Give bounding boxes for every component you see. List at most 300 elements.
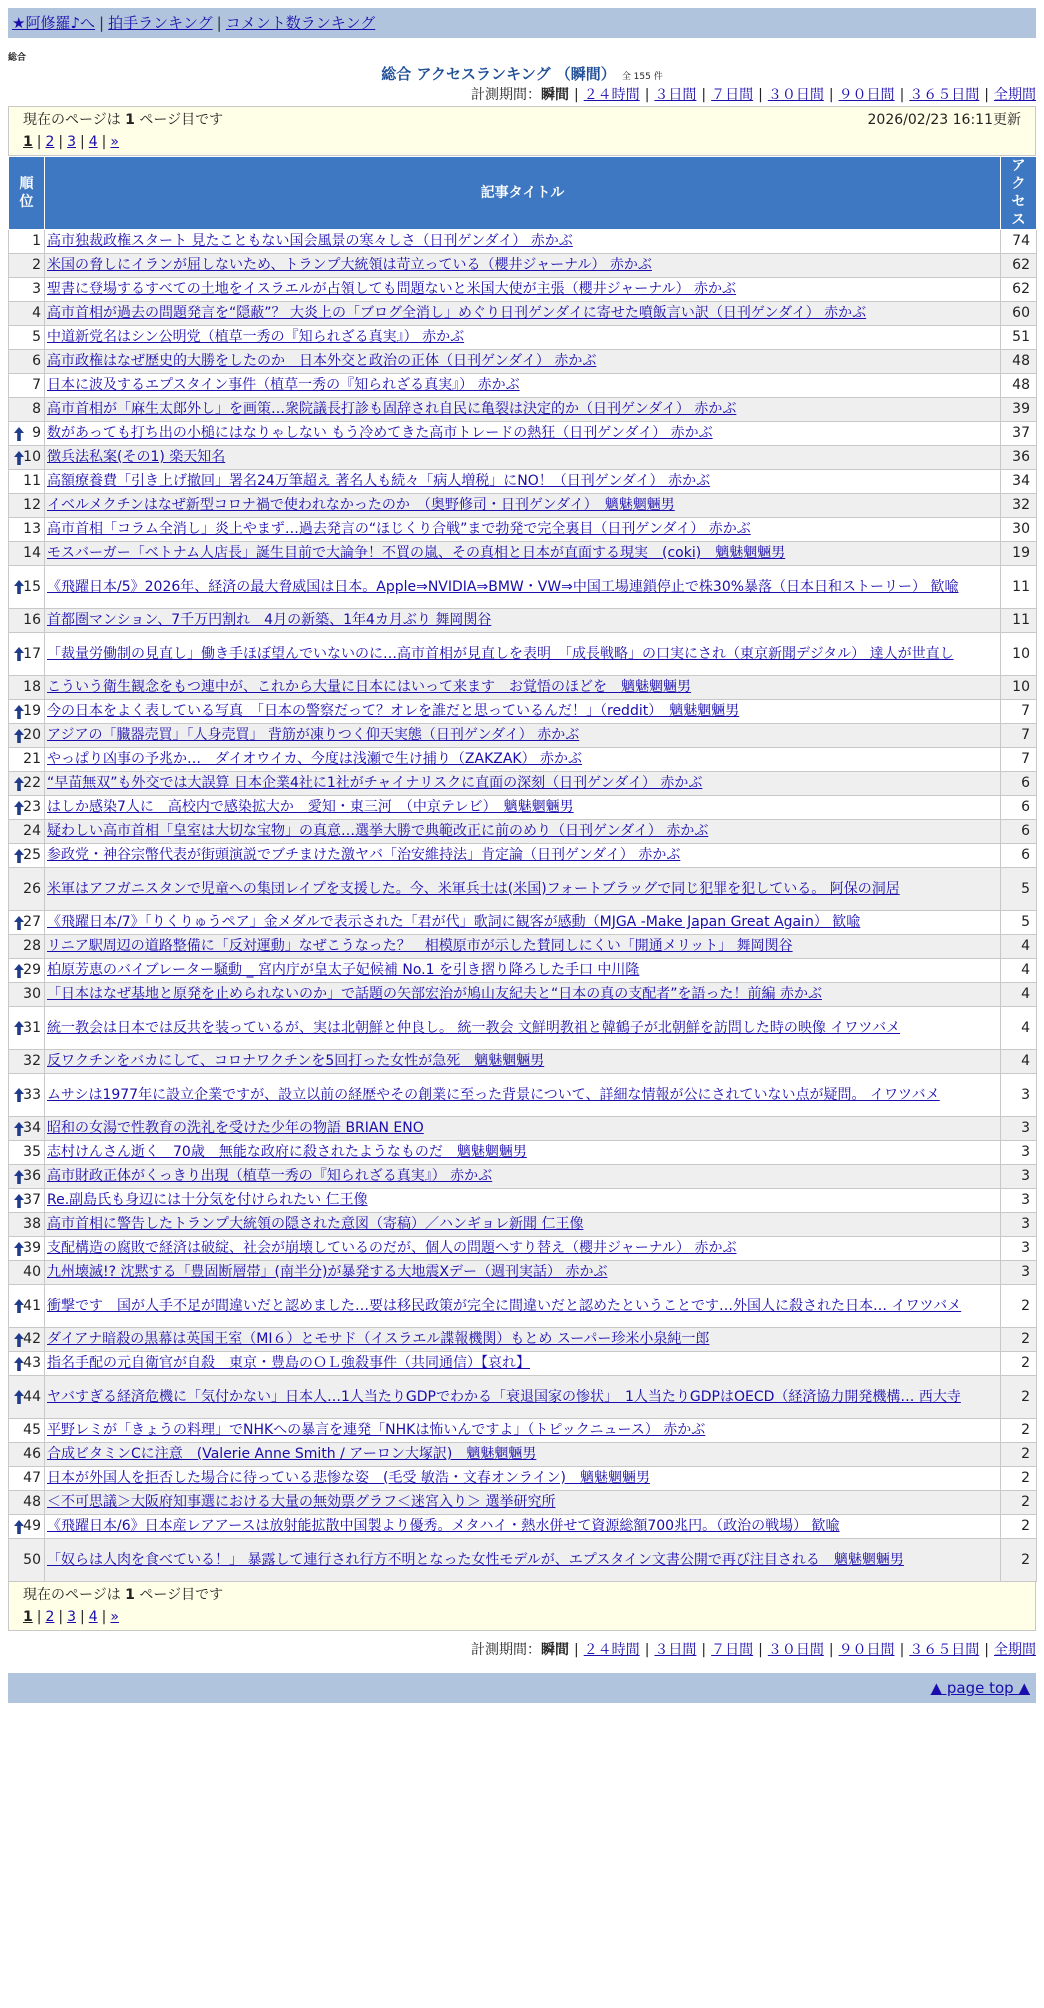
table-row xyxy=(9,1539,1037,1582)
title-cell xyxy=(45,254,1001,278)
rank-number: 26 xyxy=(23,880,41,897)
article-link[interactable]: Re.副島氏も身辺には十分気を付けられたい 仁王像 xyxy=(47,1192,368,1208)
article-link[interactable]: 高市首相が過去の問題発言を“隠蔽”？ 大炎上の「ブログ全消し」めぐり日刊ゲンダイに寄せた噴飯言い訳（日刊ゲンダイ） 赤かぶ xyxy=(47,305,867,321)
total-count: 全 155 件 xyxy=(621,72,663,82)
article-link[interactable]: 昭和の女湯で性教育の洗礼を受けた少年の物語 BRIAN ENO xyxy=(47,1120,424,1136)
rank-cell xyxy=(9,1189,45,1213)
article-link[interactable]: 合成ビタミンCに注意 (Valerie Anne Smith / アーロン大塚訳) 魑魅魍魎男 xyxy=(47,1446,537,1462)
title-cell xyxy=(45,374,1001,398)
title-cell xyxy=(45,796,1001,820)
article-link[interactable]: 徴兵法私案(その1) 楽天知名 xyxy=(47,449,226,465)
article-link[interactable]: 聖書に登場するすべての土地をイスラエルが占領しても問題ないと米国大使が主張（櫻井ジャーナル） 赤かぶ xyxy=(47,281,737,297)
table-row xyxy=(9,1117,1037,1141)
page-separator: | xyxy=(58,134,64,150)
table-row xyxy=(9,1467,1037,1491)
page-links xyxy=(23,1606,1021,1628)
period-separator: | xyxy=(573,1642,579,1658)
period-link[interactable]: ３６５日間 xyxy=(909,87,980,103)
period-current: 瞬間 xyxy=(540,1642,569,1658)
period-separator: | xyxy=(828,87,834,103)
rank-number: 40 xyxy=(23,1264,41,1280)
article-link[interactable]: 高市政権はなぜ歴史的大勝をしたのか 日本外交と政治の正体（日刊ゲンダイ） 赤かぶ xyxy=(47,353,597,369)
period-separator: | xyxy=(758,1642,763,1658)
table-row xyxy=(9,446,1037,470)
rank-cell xyxy=(9,398,45,422)
article-link[interactable]: 反ワクチンをバカにして、コロナワクチンを5回打った女性が急死 魑魅魍魎男 xyxy=(47,1053,545,1069)
article-link[interactable]: イベルメクチンはなぜ新型コロナ禍で使われなかったのか （奥野修司・日刊ゲンダイ） 魑魅魍魎男 xyxy=(47,497,675,513)
article-link[interactable]: 米国の脅しにイランが屈しないため、トランプ大統領は苛立っている（櫻井ジャーナル） 赤かぶ xyxy=(47,257,652,273)
period-link[interactable]: ３日間 xyxy=(654,87,697,103)
rank-number: 49 xyxy=(23,1518,41,1534)
access-count: 39 xyxy=(1001,398,1037,422)
article-link[interactable]: ムサシは1977年に設立企業ですが、設立以前の経歴やその創業に至った背景について、詳細な情報が公にされていない点が疑問。 イワツバメ xyxy=(47,1086,940,1103)
article-link[interactable]: はしか感染7人に 高校内で感染拡大か 愛知・東三河 （中京テレビ） 魑魅魍魎男 xyxy=(47,799,574,815)
access-count: 6 xyxy=(1001,820,1037,844)
period-link[interactable]: ３日間 xyxy=(654,1642,697,1658)
title-cell xyxy=(45,350,1001,374)
article-link[interactable]: 高市首相に警告したトランプ大統領の隠された意図（寄稿）／ハンギョレ新聞 仁王像 xyxy=(47,1216,584,1232)
rank-cell xyxy=(9,1165,45,1189)
rank-cell xyxy=(9,1050,45,1074)
table-row xyxy=(9,1189,1037,1213)
up-arrow-icon xyxy=(14,1194,24,1208)
article-link[interactable]: 《飛躍日本/6》日本産レアアースは放射能拡散中国製より優秀。メタハイ・熱水併せて資源総額700兆円。（政治の戦場） 歓喩 xyxy=(47,1518,840,1534)
article-link[interactable]: 高市首相「コラム全消し」炎上やまず…過去発言の“ほじくり合戦”まで勃発で完全裏目（日刊ゲンダイ） 赤かぶ xyxy=(47,521,751,537)
rank-cell xyxy=(9,230,45,254)
rank-cell xyxy=(9,1328,45,1352)
article-link[interactable]: 首都圏マンション、7千万円割れ 4月の新築、1年4カ月ぶり 舞岡関谷 xyxy=(47,612,492,628)
rank-number: 1 xyxy=(32,233,41,249)
rank-number: 29 xyxy=(23,962,41,978)
up-arrow-icon xyxy=(14,916,24,930)
period-link[interactable]: 全期間 xyxy=(994,1642,1036,1658)
period-link[interactable]: ３０日間 xyxy=(767,1642,824,1658)
period-link[interactable]: ７日間 xyxy=(711,1642,754,1658)
article-link[interactable]: やっぱり凶事の予兆か… ダイオウイカ、今度は浅瀬で生け捕り（ZAKZAK） 赤かぶ xyxy=(47,751,583,767)
article-link[interactable]: 日本に波及するエプスタイン事件（植草一秀の『知られざる真実』） 赤かぶ xyxy=(47,377,520,393)
table-row xyxy=(9,1213,1037,1237)
access-count: 48 xyxy=(1001,350,1037,374)
clap-ranking-link[interactable]: 拍手ランキング xyxy=(108,14,213,32)
title-cell xyxy=(45,446,1001,470)
page-title: 総合 アクセスランキング （瞬間） xyxy=(381,65,616,83)
page-link[interactable]: 3 xyxy=(67,1609,77,1625)
rank-number: 23 xyxy=(23,799,41,815)
access-count: 6 xyxy=(1001,796,1037,820)
article-link[interactable]: 《飛躍日本/5》2026年、経済の最大脅威国は日本。Apple⇒NVIDIA⇒BMW・VW⇒中国工場連鎖停止で株30%暴落（日本日和ストーリー） 歓喩 xyxy=(47,578,959,595)
rank-cell xyxy=(9,446,45,470)
period-link[interactable]: ９０日間 xyxy=(838,87,895,103)
title-cell xyxy=(45,1213,1001,1237)
next-page-link[interactable]: » xyxy=(110,134,119,150)
top-nav-bar xyxy=(8,8,1036,38)
article-link[interactable]: 今の日本をよく表している写真 「日本の警察だって？オレを誰だと思っているんだ！」（reddit） 魑魅魍魎男 xyxy=(47,703,740,719)
period-separator: | xyxy=(828,1642,834,1658)
article-link[interactable]: ヤバすぎる経済危機に「気付かない」日本人…1人当たりGDPでわかる「衰退国家の惨状」 1人当たりGDPはOECD（経済協力開発機構… 西大寺 xyxy=(47,1388,961,1405)
rank-number: 45 xyxy=(23,1422,41,1438)
rank-cell xyxy=(9,748,45,772)
page-separator: | xyxy=(36,1609,42,1625)
table-row xyxy=(9,1515,1037,1539)
table-row xyxy=(9,1141,1037,1165)
comment-ranking-link[interactable]: コメント数ランキング xyxy=(225,14,376,32)
access-count: 3 xyxy=(1001,1165,1037,1189)
rank-cell xyxy=(9,302,45,326)
table-row xyxy=(9,1074,1037,1117)
period-link[interactable]: ３０日間 xyxy=(767,87,824,103)
period-selector-top xyxy=(8,84,1036,106)
rank-number: 15 xyxy=(23,578,41,595)
article-link[interactable]: 高額療養費「引き上げ撤回」署名24万筆超え 著名人も続々「病人増税」にNO！（日刊ゲンダイ） 赤かぶ xyxy=(47,473,711,489)
rank-cell xyxy=(9,374,45,398)
page-link[interactable]: 2 xyxy=(45,134,55,150)
title-cell xyxy=(45,1074,1001,1117)
article-link[interactable]: “早苗無双”も外交では大誤算 日本企業4社に1社がチャイナリスクに直面の深刻（日刊ゲンダイ） 赤かぶ xyxy=(47,775,703,791)
table-row xyxy=(9,254,1037,278)
title-cell xyxy=(45,566,1001,609)
period-link[interactable]: ３６５日間 xyxy=(909,1642,980,1658)
table-row xyxy=(9,1237,1037,1261)
page-wrapper xyxy=(8,8,1036,1703)
access-count: 2 xyxy=(1001,1515,1037,1539)
access-count: 7 xyxy=(1001,724,1037,748)
up-arrow-icon xyxy=(14,1390,24,1404)
access-count: 3 xyxy=(1001,1117,1037,1141)
article-link[interactable]: 《飛躍日本/7》「りくりゅうペア」金メダルで表示された「君が代」歌詞に観客が感動（MJGA -Make Japan Great Again） 歓喩 xyxy=(47,914,861,930)
rank-cell xyxy=(9,959,45,983)
rank-number: 37 xyxy=(23,1192,41,1208)
page-link[interactable]: 3 xyxy=(67,134,77,150)
access-count: 2 xyxy=(1001,1443,1037,1467)
period-link[interactable]: ２４時間 xyxy=(583,87,640,103)
table-row xyxy=(9,1352,1037,1376)
access-count: 4 xyxy=(1001,935,1037,959)
table-row xyxy=(9,374,1037,398)
rank-number: 42 xyxy=(23,1331,41,1347)
up-arrow-icon xyxy=(14,777,24,791)
page-links xyxy=(23,131,1021,153)
rank-number: 35 xyxy=(23,1144,41,1160)
rank-number: 36 xyxy=(23,1168,41,1184)
rank-cell xyxy=(9,542,45,566)
title-cell xyxy=(45,676,1001,700)
title-cell xyxy=(45,1491,1001,1515)
access-count: 7 xyxy=(1001,748,1037,772)
table-row xyxy=(9,935,1037,959)
rank-cell xyxy=(9,796,45,820)
access-count: 48 xyxy=(1001,374,1037,398)
article-link[interactable]: 参政党・神谷宗幣代表が街頭演説でブチまけた激ヤバ「治安維持法」肯定論（日刊ゲンダイ） 赤かぶ xyxy=(47,847,681,863)
home-link[interactable]: ★阿修羅♪へ xyxy=(12,14,96,32)
title-cell xyxy=(45,1007,1001,1050)
access-count: 10 xyxy=(1001,633,1037,676)
period-separator: | xyxy=(758,87,763,103)
rank-cell xyxy=(9,470,45,494)
article-link[interactable]: アジアの「臓器売買」「人身売買」 背筋が凍りつく仰天実態（日刊ゲンダイ） 赤かぶ xyxy=(47,727,580,743)
period-link[interactable]: ２４時間 xyxy=(583,1642,640,1658)
access-count: 3 xyxy=(1001,1074,1037,1117)
current-page-text: 現在のページは 1 ページ目です xyxy=(23,1587,224,1603)
rank-cell xyxy=(9,566,45,609)
access-column-header: アクセス xyxy=(1001,157,1037,230)
title-cell xyxy=(45,1237,1001,1261)
table-row xyxy=(9,470,1037,494)
up-arrow-icon xyxy=(14,1122,24,1136)
title-column-header: 記事タイトル xyxy=(45,157,1001,230)
access-count: 4 xyxy=(1001,983,1037,1007)
article-link[interactable]: 高市財政正体がくっきり出現（植草一秀の『知られざる真実』） 赤かぶ xyxy=(47,1168,493,1184)
rank-cell xyxy=(9,494,45,518)
table-row xyxy=(9,1007,1037,1050)
article-link[interactable]: 疑わしい高市首相「皇室は大切な宝物」の真意…選挙大勝で典範改正に前のめり（日刊ゲンダイ） 赤かぶ xyxy=(47,823,709,839)
title-cell xyxy=(45,470,1001,494)
rank-cell xyxy=(9,1443,45,1467)
title-cell xyxy=(45,1443,1001,1467)
title-cell xyxy=(45,326,1001,350)
up-arrow-icon xyxy=(14,647,24,661)
rank-number: 32 xyxy=(23,1053,41,1069)
rank-number: 18 xyxy=(23,679,41,695)
title-cell xyxy=(45,278,1001,302)
up-arrow-icon xyxy=(14,1088,24,1102)
article-link[interactable]: 高市首相が「麻生太郎外し」を画策…衆院議長打診も固辞され自民に亀裂は決定的か（日刊ゲンダイ） 赤かぶ xyxy=(47,401,737,417)
rank-number: 38 xyxy=(23,1216,41,1232)
title-cell xyxy=(45,633,1001,676)
article-link[interactable]: 日本が外国人を拒否した場合に待っている悲惨な姿 (毛受 敏浩・文春オンライン) 魑魅魍魎男 xyxy=(47,1470,650,1486)
access-count: 34 xyxy=(1001,470,1037,494)
rank-number: 22 xyxy=(23,775,41,791)
table-row xyxy=(9,1328,1037,1352)
rank-number: 31 xyxy=(23,1019,41,1036)
title-cell xyxy=(45,844,1001,868)
title-cell xyxy=(45,748,1001,772)
table-row xyxy=(9,676,1037,700)
table-row xyxy=(9,1419,1037,1443)
table-row xyxy=(9,230,1037,254)
access-count: 62 xyxy=(1001,254,1037,278)
period-label: 計測期間： xyxy=(470,87,541,103)
title-cell xyxy=(45,959,1001,983)
table-row xyxy=(9,1443,1037,1467)
title-cell xyxy=(45,1515,1001,1539)
access-count: 2 xyxy=(1001,1285,1037,1328)
next-page-link[interactable]: » xyxy=(110,1609,119,1625)
category-label: 総合 xyxy=(8,53,27,63)
access-count: 19 xyxy=(1001,542,1037,566)
page-separator: | xyxy=(101,134,107,150)
rank-cell xyxy=(9,700,45,724)
table-row xyxy=(9,350,1037,374)
period-link[interactable]: 全期間 xyxy=(994,87,1036,103)
article-link[interactable]: 九州壊滅!? 沈黙する「豊固断層帯」(南半分)が暴発する大地震Xデー（週刊実話） 赤かぶ xyxy=(47,1264,608,1280)
rank-cell xyxy=(9,724,45,748)
title-cell xyxy=(45,1352,1001,1376)
article-link[interactable]: 統一教会は日本では反共を装っているが、実は北朝鮮と仲良し。 統一教会 文鮮明教祖と韓鶴子が北朝鮮を訪問した時の映像 イワツバメ xyxy=(47,1019,901,1036)
rank-number: 16 xyxy=(23,612,41,628)
title-cell xyxy=(45,518,1001,542)
period-separator: | xyxy=(899,1642,905,1658)
access-count: 74 xyxy=(1001,230,1037,254)
period-current: 瞬間 xyxy=(540,87,569,103)
access-count: 2 xyxy=(1001,1491,1037,1515)
title-cell xyxy=(45,1467,1001,1491)
rank-cell xyxy=(9,518,45,542)
access-count: 4 xyxy=(1001,1050,1037,1074)
up-arrow-icon xyxy=(14,705,24,719)
rank-cell xyxy=(9,422,45,446)
access-count: 2 xyxy=(1001,1352,1037,1376)
table-row xyxy=(9,566,1037,609)
article-link[interactable]: 「裁量労働制の見直し」働き手ほぼ望んでいないのに…高市首相が見直しを表明 「成長戦略」の口実にされ（東京新聞デジタル） 達人が世直し xyxy=(47,645,954,662)
nav-separator: | xyxy=(216,14,222,32)
rank-number: 14 xyxy=(23,545,41,561)
rank-number: 43 xyxy=(23,1355,41,1371)
page-link[interactable]: 2 xyxy=(45,1609,55,1625)
title-cell xyxy=(45,542,1001,566)
title-cell xyxy=(45,302,1001,326)
rank-column-header: 順位 xyxy=(9,157,45,230)
table-row xyxy=(9,1285,1037,1328)
access-count: 2 xyxy=(1001,1467,1037,1491)
table-row xyxy=(9,494,1037,518)
page-link[interactable]: 4 xyxy=(88,1609,98,1625)
article-link[interactable]: ダイアナ暗殺の黒幕は英国王室（MI６）とモサド（イスラエル諜報機関）もとめ スーパー珍米小泉純一郎 xyxy=(47,1331,710,1347)
access-count: 3 xyxy=(1001,1213,1037,1237)
access-count: 51 xyxy=(1001,326,1037,350)
rank-number: 3 xyxy=(32,281,41,297)
title-cell xyxy=(45,398,1001,422)
title-cell xyxy=(45,1376,1001,1419)
period-separator: | xyxy=(573,87,579,103)
rank-cell xyxy=(9,609,45,633)
title-cell xyxy=(45,772,1001,796)
rank-number: 30 xyxy=(23,986,41,1002)
up-arrow-icon xyxy=(14,1021,24,1035)
up-arrow-icon xyxy=(14,849,24,863)
page-link[interactable]: 4 xyxy=(88,134,98,150)
rank-cell xyxy=(9,676,45,700)
ranking-title xyxy=(8,64,1036,84)
rank-number: 24 xyxy=(23,823,41,839)
period-link[interactable]: ９０日間 xyxy=(838,1642,895,1658)
updated-timestamp: 2026/02/23 16:11更新 xyxy=(867,112,1021,128)
title-cell xyxy=(45,1261,1001,1285)
article-link[interactable]: リニア駅周辺の道路整備に「反対運動」なぜこうなった？ 相模原市が示した賛同しにくい「開通メリット」 舞岡関谷 xyxy=(47,938,793,954)
access-count: 11 xyxy=(1001,609,1037,633)
rank-number: 19 xyxy=(23,703,41,719)
rank-number: 48 xyxy=(23,1494,41,1510)
rank-number: 39 xyxy=(23,1240,41,1256)
title-cell xyxy=(45,820,1001,844)
title-cell xyxy=(45,983,1001,1007)
access-count: 4 xyxy=(1001,959,1037,983)
rank-number: 11 xyxy=(23,473,41,489)
article-link[interactable]: 「奴らは人肉を食べている！」 暴露して連行され行方不明となった女性モデルが、エプスタイン文書公開で再び注目される 魑魅魍魎男 xyxy=(47,1551,904,1568)
title-cell xyxy=(45,1285,1001,1328)
table-row xyxy=(9,398,1037,422)
table-row xyxy=(9,1491,1037,1515)
table-row xyxy=(9,1261,1037,1285)
article-link[interactable]: こういう衛生観念をもつ連中が、これから大量に日本にはいって来ます お覚悟のほどを 魑魅魍魎男 xyxy=(47,679,691,695)
article-link[interactable]: 志村けんさん逝く 70歳 無能な政府に殺されたようなものだ 魑魅魍魎男 xyxy=(47,1144,527,1160)
period-separator: | xyxy=(899,87,905,103)
rank-number: 34 xyxy=(23,1120,41,1136)
rank-number: 2 xyxy=(32,257,41,273)
title-cell xyxy=(45,724,1001,748)
access-count: 2 xyxy=(1001,1328,1037,1352)
table-row xyxy=(9,700,1037,724)
access-count: 3 xyxy=(1001,1141,1037,1165)
article-link[interactable]: 数があっても打ち出の小槌にはなりゃしない もう冷めてきた高市トレードの熱狂（日刊ゲンダイ） 赤かぶ xyxy=(47,425,713,441)
access-count: 37 xyxy=(1001,422,1037,446)
article-link[interactable]: 米軍はアフガニスタンで児童への集団レイプを支援した。今、米軍兵士は(米国)フォートブラッグで同じ犯罪を犯している。 阿保の洞居 xyxy=(47,880,900,897)
access-count: 60 xyxy=(1001,302,1037,326)
access-count: 30 xyxy=(1001,518,1037,542)
rank-number: 10 xyxy=(23,449,41,465)
article-link[interactable]: 「日本はなぜ基地と原発を止められないのか」で話題の矢部宏治が鳩山友紀夫と“日本の真の支配者”を語った！前編 赤かぶ xyxy=(47,986,822,1002)
article-link[interactable]: 柏原芳恵のバイブレーター騒動 _ 宮内庁が皇太子妃候補 No.1 を引き摺り降ろした手口 中川隆 xyxy=(47,962,640,978)
rank-number: 12 xyxy=(23,497,41,513)
up-arrow-icon xyxy=(14,427,24,441)
table-row xyxy=(9,302,1037,326)
period-link[interactable]: ７日間 xyxy=(711,87,754,103)
title-cell xyxy=(45,935,1001,959)
access-count: 5 xyxy=(1001,868,1037,911)
nav-separator: | xyxy=(99,14,105,32)
access-count: 6 xyxy=(1001,844,1037,868)
rank-cell xyxy=(9,254,45,278)
table-row xyxy=(9,633,1037,676)
table-row xyxy=(9,609,1037,633)
article-link[interactable]: モスバーガー「ベトナム人店長」誕生目前で大論争！不買の嵐、その真相と日本が直面する現実 (coki) 魑魅魍魎男 xyxy=(47,545,786,561)
table-row xyxy=(9,868,1037,911)
period-separator: | xyxy=(701,1642,707,1658)
table-row xyxy=(9,518,1037,542)
rank-number: 5 xyxy=(32,329,41,345)
article-link[interactable]: 平野レミが「きょうの料理」でNHKへの暴言を連発「NHKは怖いんですよ」（トピックニュース） 赤かぶ xyxy=(47,1422,706,1438)
rank-number: 21 xyxy=(23,751,41,767)
title-cell xyxy=(45,1117,1001,1141)
access-count: 2 xyxy=(1001,1539,1037,1582)
rank-cell xyxy=(9,326,45,350)
current-page-text: 現在のページは 1 ページ目です xyxy=(23,112,224,128)
page-separator: | xyxy=(80,1609,85,1625)
period-separator: | xyxy=(644,1642,650,1658)
article-link[interactable]: 衝撃です 国が人手不足が間違いだと認めました…要は移民政策が完全に間違いだと認めたということです…外国人に殺された日本… イワツバメ xyxy=(47,1297,962,1314)
table-row xyxy=(9,748,1037,772)
rank-number: 27 xyxy=(23,914,41,930)
article-link[interactable]: 指名手配の元自衛官が自殺 東京・豊島のＯＬ強殺事件（共同通信）【哀れ】 xyxy=(47,1355,530,1371)
article-link[interactable]: ＜不可思議＞大阪府知事選における大量の無効票グラフ＜迷宮入り＞ 選挙研究所 xyxy=(47,1494,556,1510)
period-separator: | xyxy=(984,1642,989,1658)
access-count: 2 xyxy=(1001,1419,1037,1443)
page-separator: | xyxy=(101,1609,107,1625)
title-cell xyxy=(45,494,1001,518)
title-cell xyxy=(45,1050,1001,1074)
page-separator: | xyxy=(36,134,42,150)
article-link[interactable]: 高市独裁政権スタート 見たこともない国会風景の寒々しさ（日刊ゲンダイ） 赤かぶ xyxy=(47,233,573,249)
article-link[interactable]: 支配構造の腐敗で経済は破綻、社会が崩壊しているのだが、個人の問題へすり替え（櫻井ジャーナル） 赤かぶ xyxy=(47,1240,737,1256)
pager-top xyxy=(8,106,1036,156)
period-label: 計測期間： xyxy=(470,1642,541,1658)
article-link[interactable]: 中道新党名はシン公明党（植草一秀の『知られざる真実』） 赤かぶ xyxy=(47,329,465,345)
rank-number: 7 xyxy=(32,377,41,393)
access-count: 32 xyxy=(1001,494,1037,518)
title-cell xyxy=(45,1141,1001,1165)
title-cell xyxy=(45,422,1001,446)
page-top-link[interactable]: ▲ page top ▲ xyxy=(930,1679,1030,1697)
up-arrow-icon xyxy=(14,964,24,978)
